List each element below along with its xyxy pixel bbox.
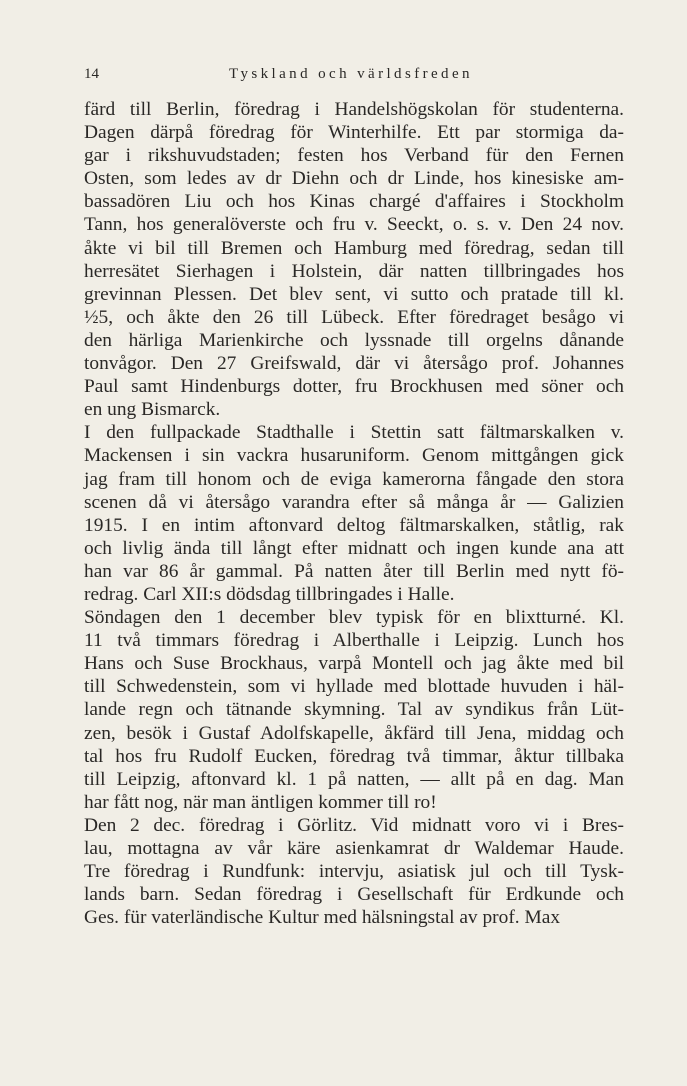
body-text — [84, 98, 624, 929]
text-line: scenen då vi återsågo varandra efter så många år — Galizien — [84, 491, 624, 513]
text-line: grevinnan Plessen. Det blev sent, vi sutto och pratade till kl. — [84, 283, 624, 305]
text-line: Den 2 dec. föredrag i Görlitz. Vid midnatt voro vi i Bres- — [84, 814, 624, 836]
text-line: gar i rikshuvudstaden; festen hos Verband für den Fernen — [84, 145, 624, 167]
text-line: jag fram till honom och de eviga kamerorna fångade den stora — [84, 468, 624, 490]
text-line: och livlig ända till långt efter midnatt och ingen kunde ana att — [84, 537, 624, 559]
page-number: 14 — [84, 66, 99, 82]
text-line: 11 två timmars föredrag i Alberthalle i Leipzig. Lunch hos — [84, 630, 624, 652]
text-line: Tre föredrag i Rundfunk: intervju, asiatisk jul och till Tysk- — [84, 861, 624, 883]
text-line: Hans och Suse Brockhaus, varpå Montell och jag åkte med bil — [84, 653, 624, 675]
text-line: tonvågor. Den 27 Greifswald, där vi återsågo prof. Johannes — [84, 353, 624, 375]
paragraph — [84, 98, 624, 421]
text-line: lande regn och tätnande skymning. Tal av syndikus från Lüt- — [84, 699, 624, 721]
text-line: herresätet Sierhagen i Holstein, där natten tillbringades hos — [84, 260, 624, 282]
text-line: bassadören Liu och hos Kinas chargé d'affaires i Stockholm — [84, 191, 624, 213]
text-line: den härliga Marienkirche och lyssnade till orgelns dånande — [84, 329, 624, 351]
text-line: en ung Bismarck. — [84, 399, 221, 421]
text-line: ½5, och åkte den 26 till Lübeck. Efter föredraget besågo vi — [84, 306, 624, 328]
text-line: lau, mottagna av vår käre asienkamrat dr Waldemar Haude. — [84, 838, 624, 859]
text-line: har fått nog, när man äntligen kommer till ro! — [84, 791, 437, 813]
text-line: till Schwedenstein, som vi hyllade med blottade huvuden i häl- — [84, 676, 624, 698]
page-header — [84, 66, 624, 90]
text-line: färd till Berlin, föredrag i Handelshögskolan för studenterna. — [84, 99, 624, 120]
text-line: åkte vi bil till Bremen och Hamburg med föredrag, sedan till — [84, 237, 624, 259]
text-line: Tann, hos generalöverste och fru v. Seeckt, o. s. v. Den 24 nov. — [84, 214, 624, 236]
text-line: Ges. für vaterländische Kultur med hälsningstal av prof. Max — [84, 907, 561, 929]
text-line: Söndagen den 1 december blev typisk för en blixtturné. Kl. — [84, 607, 624, 629]
text-line: redrag. Carl XII:s dödsdag tillbringades i Halle. — [84, 583, 455, 605]
text-line: I den fullpackade Stadthalle i Stettin satt fältmarskalken v. — [84, 422, 624, 444]
paragraph — [84, 814, 624, 929]
text-line: Dagen därpå föredrag för Winterhilfe. Ett par stormiga da- — [84, 122, 624, 144]
text-line: Paul samt Hindenburgs dotter, fru Brockhusen med söner och — [84, 376, 624, 398]
running-title: Tyskland och världsfreden — [229, 66, 473, 82]
text-line: zen, besök i Gustaf Adolfskapelle, åkfärd till Jena, middag och — [84, 722, 624, 744]
text-line: tal hos fru Rudolf Eucken, föredrag två timmar, åktur tillbaka — [84, 745, 624, 767]
text-line: han var 86 år gammal. På natten åter till Berlin med nytt fö- — [84, 560, 624, 582]
text-line: Mackensen i sin vackra husaruniform. Genom mittgången gick — [84, 445, 624, 467]
paragraph — [84, 606, 624, 814]
text-line: lands barn. Sedan föredrag i Gesellschaft für Erdkunde och — [84, 884, 624, 906]
text-line: 1915. I en intim aftonvard deltog fältmarskalken, ståtlig, rak — [84, 514, 624, 536]
text-line: Osten, som ledes av dr Diehn och dr Linde, hos kinesiske am- — [84, 168, 624, 190]
paragraph — [84, 421, 624, 606]
text-line: till Leipzig, aftonvard kl. 1 på natten, — allt på en dag. Man — [84, 768, 624, 790]
